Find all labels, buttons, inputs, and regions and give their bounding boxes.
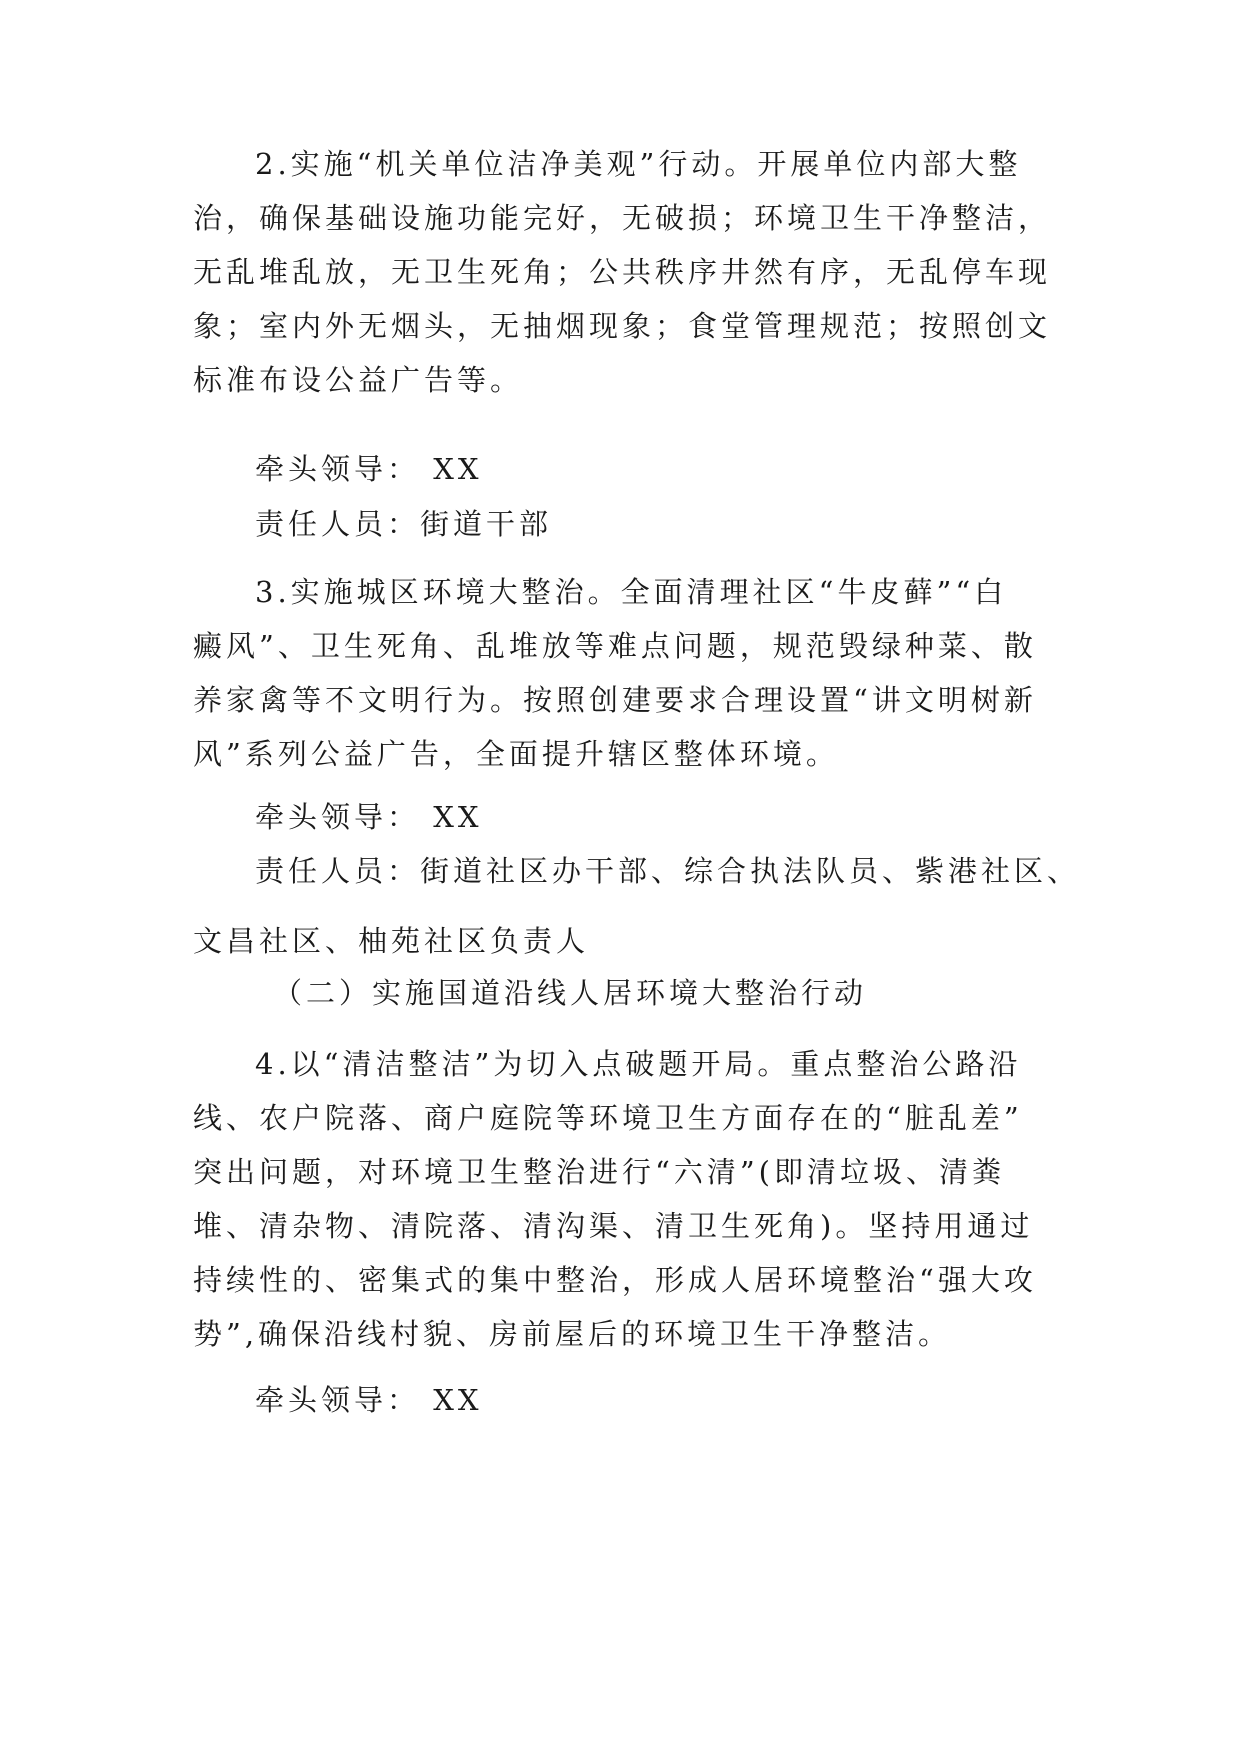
section-3 [193, 565, 1073, 781]
section-heading: （二）实施国道沿线人居环境大整治行动 [273, 976, 868, 1010]
leader-line: 牵头领导： XX [255, 800, 483, 834]
section-2-staff [193, 497, 1073, 551]
paragraph-line: 3.实施城区环境大整治。全面清理社区“牛皮藓”“白 [255, 575, 1008, 609]
section-3-leader [193, 790, 1073, 844]
paragraph-line: 4.以“清洁整洁”为切入点破题开局。重点整治公路沿 [255, 1047, 1022, 1081]
section-3-staff-cont [193, 914, 1073, 968]
section-2-leader [193, 442, 1073, 496]
paragraph-line: 2.实施“机关单位洁净美观”行动。开展单位内部大整 [255, 147, 1022, 181]
paragraph-line: 势”,确保沿线村貌、房前屋后的环境卫生干净整洁。 [193, 1317, 952, 1351]
paragraph-line: 风”系列公益广告，全面提升辖区整体环境。 [193, 737, 839, 771]
section-3-staff [193, 844, 1081, 898]
leader-line: 牵头领导： XX [255, 452, 483, 486]
paragraph-line: 治，确保基础设施功能完好，无破损；环境卫生干净整洁， [193, 201, 1052, 235]
paragraph-line: 线、农户院落、商户庭院等环境卫生方面存在的“脏乱差” [193, 1101, 1023, 1135]
leader-line: 牵头领导： XX [255, 1383, 483, 1417]
section-4 [193, 1037, 1073, 1361]
heading-2 [193, 966, 1073, 1020]
section-4-leader [193, 1373, 1073, 1427]
paragraph-line: 癜风”、卫生死角、乱堆放等难点问题，规范毁绿种菜、散 [193, 629, 1037, 663]
paragraph-line: 持续性的、密集式的集中整治，形成人居环境整治“强大攻 [193, 1263, 1037, 1297]
paragraph-line: 标准布设公益广告等。 [193, 363, 524, 397]
staff-line: 责任人员：街道干部 [255, 507, 553, 541]
paragraph-line: 堆、清杂物、清院落、清沟渠、清卫生死角)。坚持用通过 [193, 1209, 1034, 1243]
paragraph-line: 象；室内外无烟头，无抽烟现象；食堂管理规范；按照创文 [193, 309, 1052, 343]
staff-line: 文昌社区、柚苑社区负责人 [193, 924, 590, 958]
staff-line: 责任人员：街道社区办干部、综合执法队员、紫港社区、 [255, 854, 1081, 888]
paragraph-line: 无乱堆乱放，无卫生死角；公共秩序井然有序，无乱停车现 [193, 255, 1052, 289]
paragraph-line: 突出问题，对环境卫生整治进行“六清”(即清垃圾、清粪 [193, 1155, 1005, 1189]
section-2 [193, 137, 1073, 407]
paragraph-line: 养家禽等不文明行为。按照创建要求合理设置“讲文明树新 [193, 683, 1037, 717]
